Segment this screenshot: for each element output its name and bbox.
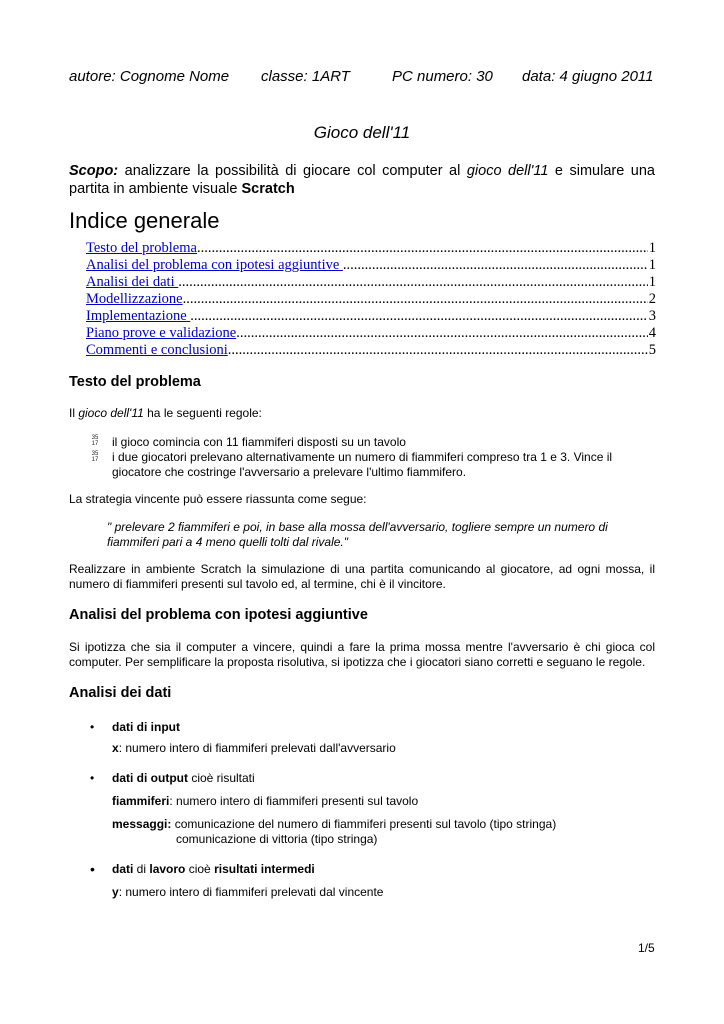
var-y: y [112,885,119,899]
work-risultati: risultati intermedi [214,862,315,876]
toc-item[interactable] [86,291,656,308]
toc-leader [228,342,648,359]
toc-item[interactable] [86,274,656,291]
scope-paragraph [69,162,655,198]
toc-page: 1 [648,257,656,273]
toc-item[interactable] [86,308,656,325]
toc-link[interactable]: Piano prove e validazione [86,325,237,341]
toc-item[interactable] [86,325,656,342]
var-messaggi-desc-2: comunicazione di vittoria (tipo stringa) [176,832,378,846]
bullet-icon: • [90,771,95,785]
output-fiammiferi-desc [112,794,418,809]
toc-leader [236,325,648,342]
var-y-desc: : numero intero di fiammiferi prelevati dal vincente [118,885,384,899]
toc-link[interactable]: Testo del problema [86,240,197,256]
toc-item[interactable] [86,240,656,257]
intro-text-2: ha le seguenti regole: [143,406,262,420]
toc-leader [178,274,648,291]
document-title: Gioco dell'11 [313,123,411,142]
toc-page: 1 [648,240,656,256]
section-heading-analisi: Analisi del problema con ipotesi aggiuntive [69,607,368,623]
work-y-desc [112,885,383,900]
date-field: data: 4 giugno 2011 [522,68,654,85]
bullet-symbol-icon: 35 17 [91,435,99,447]
var-x: x [112,741,119,755]
toc-leader [190,308,647,325]
work-di: di [133,862,150,876]
var-fiammiferi: fiammiferi [112,794,170,808]
rule-item: i due giocatori prelevano alternativamente un numero di fiammiferi compreso tra 1 e 3. Vince il giocatore che costringe l'avversario a prelevare l'ultimo fiammifero. [112,450,613,479]
scope-text-2: e simulare una partita in ambiente visuale [69,163,655,197]
output-label-suffix: cioè risultati [187,771,255,785]
toc-link[interactable]: Analisi dei dati [86,274,179,290]
intro-text: Il [69,406,79,420]
toc-leader [197,240,648,257]
toc-page: 2 [648,291,656,307]
bullet-icon: • [90,720,95,734]
scope-italic: gioco dell'11 [466,163,549,179]
output-messaggi-desc [112,817,556,832]
toc-link[interactable]: Modellizzazione [86,291,183,307]
pc-number-field: PC numero: 30 [392,68,493,85]
toc-leader [343,257,648,274]
output-label [112,771,255,786]
work-cioe: cioè [185,862,215,876]
toc-heading: Indice generale [69,208,220,233]
var-messaggi: messaggi: [112,817,172,831]
work-label [112,862,315,877]
rule-item: il gioco comincia con 11 fiammiferi disposti su un tavolo [112,435,406,449]
rules-intro [69,406,655,421]
strategy-intro: La strategia vincente può essere riassunta come segue: [69,492,367,506]
var-messaggi-desc-1: comunicazione del numero di fiammiferi presenti sul tavolo (tipo stringa) [171,817,557,831]
analysis-paragraph: Si ipotizza che sia il computer a vincere, quindi a fare la prima mossa mentre l'avversario è chi gioca col computer. Per semplificare la proposta risolutiva, si ipotizza che i giocatori siano corretti e seguano le regole. [69,640,655,669]
section-heading-testo: Testo del problema [69,374,201,390]
toc-link[interactable]: Analisi del problema con ipotesi aggiuntive [86,257,343,273]
toc-page: 4 [648,325,656,341]
work-dati: dati [112,862,134,876]
author-field: autore: Cognome Nome [69,68,230,85]
input-label: dati di input [112,720,180,734]
toc-link[interactable]: Commenti e conclusioni [86,342,228,358]
toc-item[interactable] [86,342,656,359]
toc-page: 1 [648,274,656,290]
toc-page: 5 [648,342,656,358]
input-x-desc [112,741,396,756]
work-lavoro: lavoro [149,862,186,876]
toc-link[interactable]: Implementazione [86,308,191,324]
scope-bold: Scratch [241,181,295,197]
intro-italic: gioco dell'11 [78,406,144,420]
toc-leader [183,291,648,308]
section-heading-dati: Analisi dei dati [69,685,172,701]
var-fiammiferi-desc: : numero intero di fiammiferi presenti sul tavolo [169,794,419,808]
scope-label: Scopo: [69,163,119,179]
page-number: 1/5 [638,941,655,955]
table-of-contents [86,240,656,359]
var-x-desc: : numero intero di fiammiferi prelevati dall'avversario [118,741,396,755]
class-field: classe: 1ART [261,68,350,85]
output-label-bold: dati di output [112,771,188,785]
bullet-symbol-icon: 35 17 [91,451,99,463]
scope-text: analizzare la possibilità di giocare col computer al [118,163,467,179]
toc-page: 3 [648,308,656,324]
bullet-icon: • [90,861,95,877]
task-paragraph: Realizzare in ambiente Scratch la simulazione di una partita comunicando al giocatore, ad ogni mossa, il numero di fiammiferi presenti sul tavolo ed, al termine, chi è il vincitore. [69,562,655,591]
toc-item[interactable] [86,257,656,274]
strategy-quote: " prelevare 2 fiammiferi e poi, in base alla mossa dell'avversario, togliere sempre un numero di fiammiferi pari a 4 meno quelli tolti dal rivale." [107,520,608,549]
